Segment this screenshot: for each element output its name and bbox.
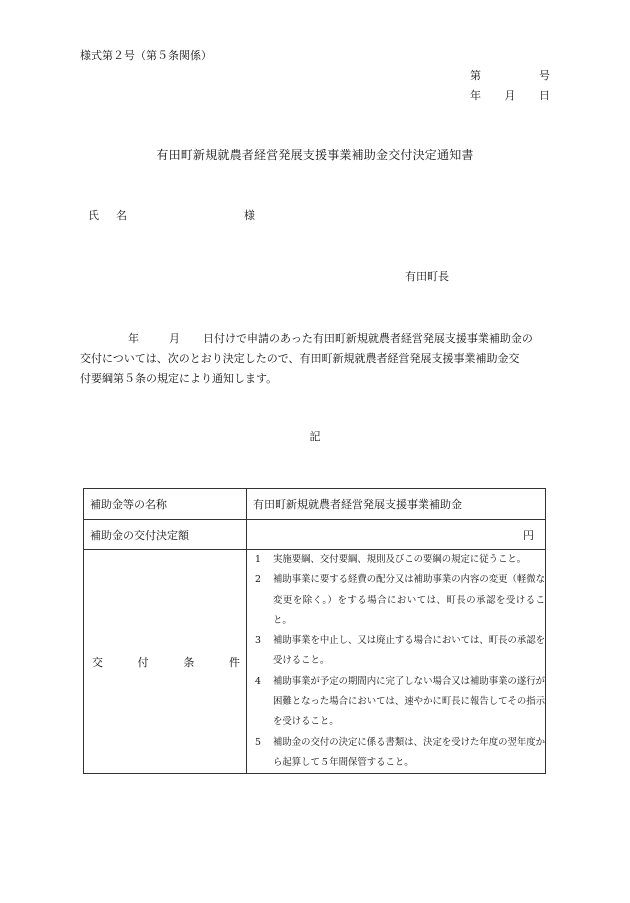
body-line-3: 付要綱第５条の規定により通知します。 (80, 372, 278, 385)
addressee-label-shi: 氏 (88, 209, 99, 222)
table-row (84, 520, 546, 550)
document-number-row (470, 69, 550, 83)
list-item (253, 631, 545, 672)
decision-amount-label: 補助金の交付決定額 (84, 520, 247, 550)
date-month: 月 (504, 89, 516, 102)
addressee-honorific: 様 (244, 209, 255, 222)
conditions-label-char: 交 (92, 655, 103, 669)
doc-number-suffix: 号 (539, 69, 550, 82)
condition-number: 2 (255, 574, 261, 586)
body-year: 年 (128, 332, 139, 345)
doc-number-prefix: 第 (470, 69, 481, 82)
conditions-label-char: 条 (183, 655, 195, 669)
issuer: 有田町長 (405, 270, 449, 283)
condition-text: 補助事業が予定の期間内に完了しない場合又は補助事業の遂行が困難となった場合においては、速やかに町長に報告してその指示を受けること。 (273, 675, 545, 728)
ki-heading: 記 (309, 430, 321, 443)
table-row (84, 489, 546, 520)
date-year: 年 (470, 89, 481, 102)
addressee-row (88, 209, 255, 223)
date-day: 日 (539, 89, 550, 102)
body-line-1-text: 日付けで申請のあった有田町新規就農者経営発展支援事業補助金の (203, 332, 533, 345)
body-month: 月 (169, 332, 180, 345)
condition-number: 3 (255, 635, 261, 647)
body-line-1 (80, 329, 552, 349)
condition-text: 実施要綱、交付要綱、規則及びこの要綱の規定に従うこと。 (273, 554, 527, 565)
list-item (253, 733, 545, 774)
list-item (253, 672, 545, 733)
condition-number: 1 (255, 554, 261, 565)
table-row (84, 550, 546, 774)
condition-number: 5 (255, 736, 261, 748)
form-number: 様式第２号（第５条関係） (80, 49, 212, 62)
subsidy-name-value: 有田町新規就農者経営発展支援事業補助金 (247, 489, 546, 520)
condition-text: 補助金の交付の決定に係る書類は、決定を受けた年度の翌年度から起算して５年間保管すること。 (273, 736, 545, 768)
document-title: 有田町新規就農者経営発展支援事業補助金交付決定通知書 (156, 148, 474, 162)
notice-body (80, 329, 552, 389)
condition-text: 補助事業を中止し、又は廃止する場合においては、町長の承認を受けること。 (273, 635, 545, 667)
date-row (470, 89, 550, 103)
list-item (253, 570, 545, 631)
conditions-list (253, 550, 545, 773)
conditions-label-text (92, 654, 240, 670)
condition-text: 補助事業に要する経費の配分又は補助事業の内容の変更（軽微な変更を除く。）をする場合においては、町長の承認を受けること。 (273, 574, 545, 626)
condition-number: 4 (255, 675, 261, 687)
body-line-2: 交付については、次のとおり決定したので、有田町新規就農者経営発展支援事業補助金交 (80, 352, 520, 365)
decision-table (83, 488, 546, 774)
subsidy-name-label: 補助金等の名称 (84, 489, 247, 520)
addressee-label-mei: 名 (116, 209, 127, 222)
conditions-value (247, 550, 546, 774)
conditions-label-char: 件 (228, 655, 240, 669)
list-item (253, 550, 545, 570)
conditions-label-char: 付 (137, 655, 149, 669)
decision-amount-unit: 円 (247, 520, 546, 550)
conditions-label (84, 550, 247, 774)
